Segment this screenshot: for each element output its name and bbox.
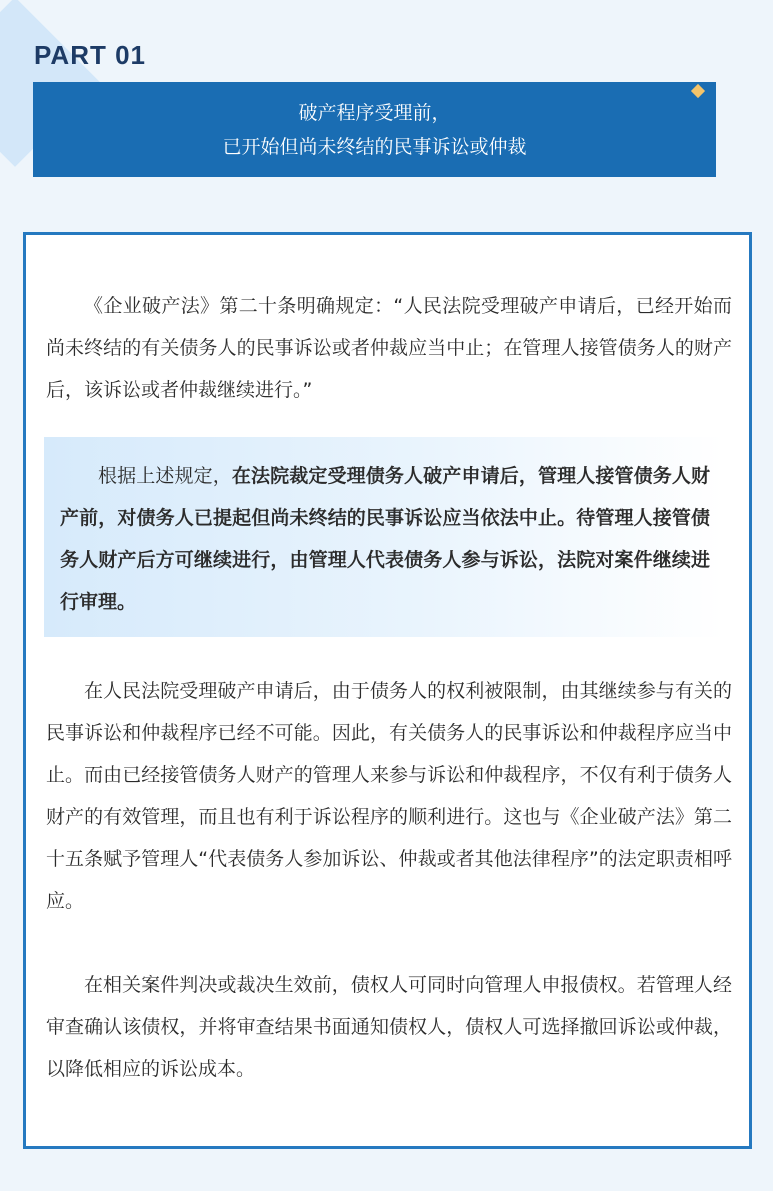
section-title-banner (33, 82, 716, 177)
title-line-2: 已开始但尚未终结的民事诉讼或仲裁 (222, 136, 527, 158)
highlight-bold-text: 在法院裁定受理债务人破产申请后，管理人接管债务人财产前，对债务人已提起但尚未终结的民事诉讼应当依法中止。待管理人接管债务人财产后方可继续进行，由管理人代表债务人参与诉讼，法院对案件继续进行审理。 (60, 465, 710, 613)
highlight-paragraph (60, 455, 710, 623)
paragraph-creditor-claims: 在相关案件判决或裁决生效前，债权人可同时向管理人申报债权。若管理人经审查确认该债权，并将审查结果书面通知债权人，债权人可选择撤回诉讼或仲裁，以降低相应的诉讼成本。 (46, 974, 732, 1080)
highlight-lead-text: 根据上述规定， (98, 465, 232, 487)
part-label: PART 01 (34, 40, 146, 70)
paragraph-law-quote: 《企业破产法》第二十条明确规定：“人民法院受理破产申请后，已经开始而尚未终结的有关债务人的民事诉讼或者仲裁应当中止；在管理人接管债务人的财产后，该诉讼或者仲裁继续进行。” (46, 295, 732, 401)
title-line-1: 破产程序受理前， (298, 102, 451, 124)
paragraph-explanation: 在人民法院受理破产申请后，由于债务人的权利被限制，由其继续参与有关的民事诉讼和仲裁程序已经不可能。因此，有关债务人的民事诉讼和仲裁程序应当中止。而由已经接管债务人财产的管理人来参与诉讼和仲裁程序，不仅有利于债务人财产的有效管理，而且也有利于诉讼程序的顺利进行。这也与《企业破产法》第二十五条赋予管理人“代表债务人参加诉讼、仲裁或者其他法律程序”的法定职责相呼应。 (46, 680, 732, 912)
highlight-block (44, 437, 724, 637)
content-box (23, 232, 752, 1149)
